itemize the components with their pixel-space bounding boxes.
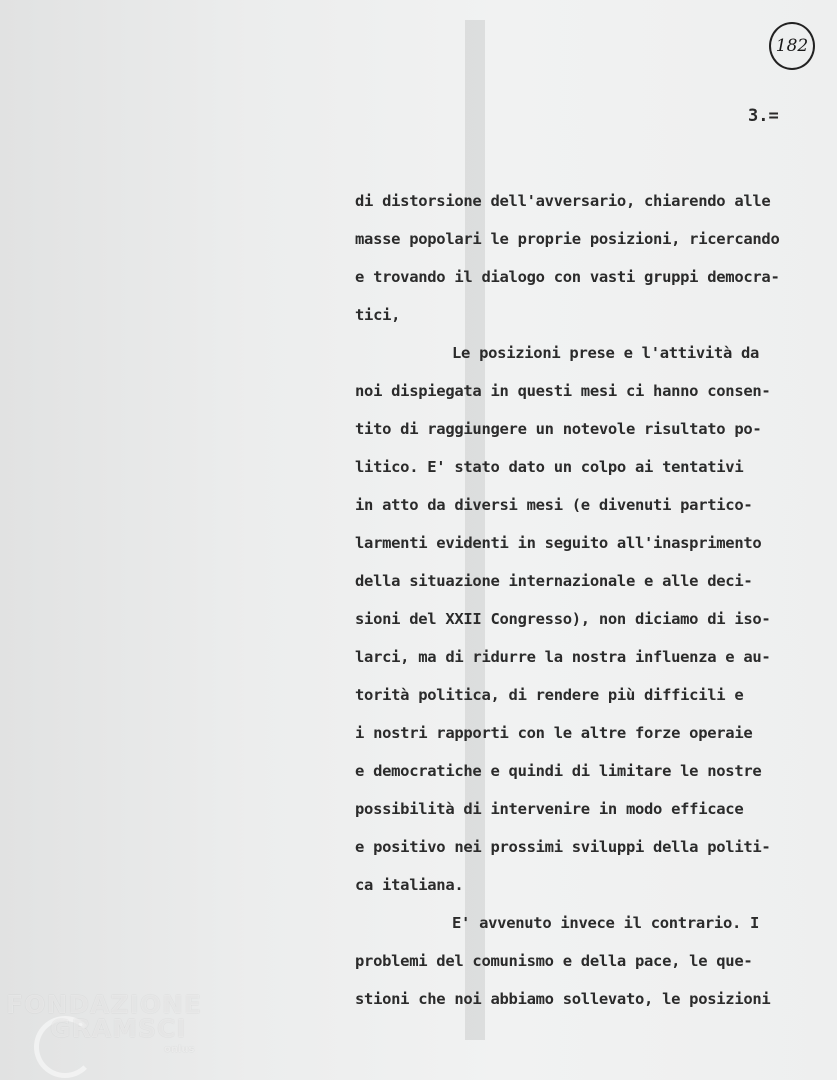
archive-number-stamp: 182 bbox=[769, 22, 815, 70]
text-line: torità politica, di rendere più difficili e bbox=[355, 686, 744, 704]
text-line: e positivo nei prossimi sviluppi della politi- bbox=[355, 838, 771, 856]
text-line: larci, ma di ridurre la nostra influenza e au- bbox=[355, 648, 771, 666]
text-line: E' avvenuto invece il contrario. I bbox=[452, 914, 760, 932]
text-line: tito di raggiungere un notevole risultato po- bbox=[355, 420, 762, 438]
text-line: litico. E' stato dato un colpo ai tentativi bbox=[355, 458, 744, 476]
text-line: problemi del comunismo e della pace, le que- bbox=[355, 952, 753, 970]
watermark-gramsci: GRAMSCI bbox=[50, 1014, 187, 1043]
text-line: di distorsione dell'avversario, chiarendo alle bbox=[355, 192, 771, 210]
typed-body-text bbox=[355, 182, 825, 1018]
text-line: larmenti evidenti in seguito all'inasprimento bbox=[355, 534, 762, 552]
text-line: tici, bbox=[355, 306, 401, 324]
text-line: stioni che noi abbiamo sollevato, le posizioni bbox=[355, 990, 771, 1008]
text-line: ca italiana. bbox=[355, 876, 464, 894]
text-line: Le posizioni prese e l'attività da bbox=[452, 344, 760, 362]
page-number: 3.= bbox=[748, 106, 779, 126]
watermark-onlus: onlus bbox=[164, 1044, 195, 1055]
text-line: e trovando il dialogo con vasti gruppi democra- bbox=[355, 268, 780, 286]
text-line: in atto da diversi mesi (e divenuti partico- bbox=[355, 496, 753, 514]
text-line: possibilità di intervenire in modo efficace bbox=[355, 800, 744, 818]
text-line: i nostri rapporti con le altre forze operaie bbox=[355, 724, 753, 742]
watermark-foundation: FONDAZIONE bbox=[6, 990, 203, 1019]
text-line: masse popolari le proprie posizioni, ricercando bbox=[355, 230, 780, 248]
text-line: della situazione internazionale e alle deci- bbox=[355, 572, 753, 590]
text-line: sioni del XXII Congresso), non diciamo di iso- bbox=[355, 610, 771, 628]
text-line: e democratiche e quindi di limitare le nostre bbox=[355, 762, 762, 780]
text-line: noi dispiegata in questi mesi ci hanno consen- bbox=[355, 382, 771, 400]
